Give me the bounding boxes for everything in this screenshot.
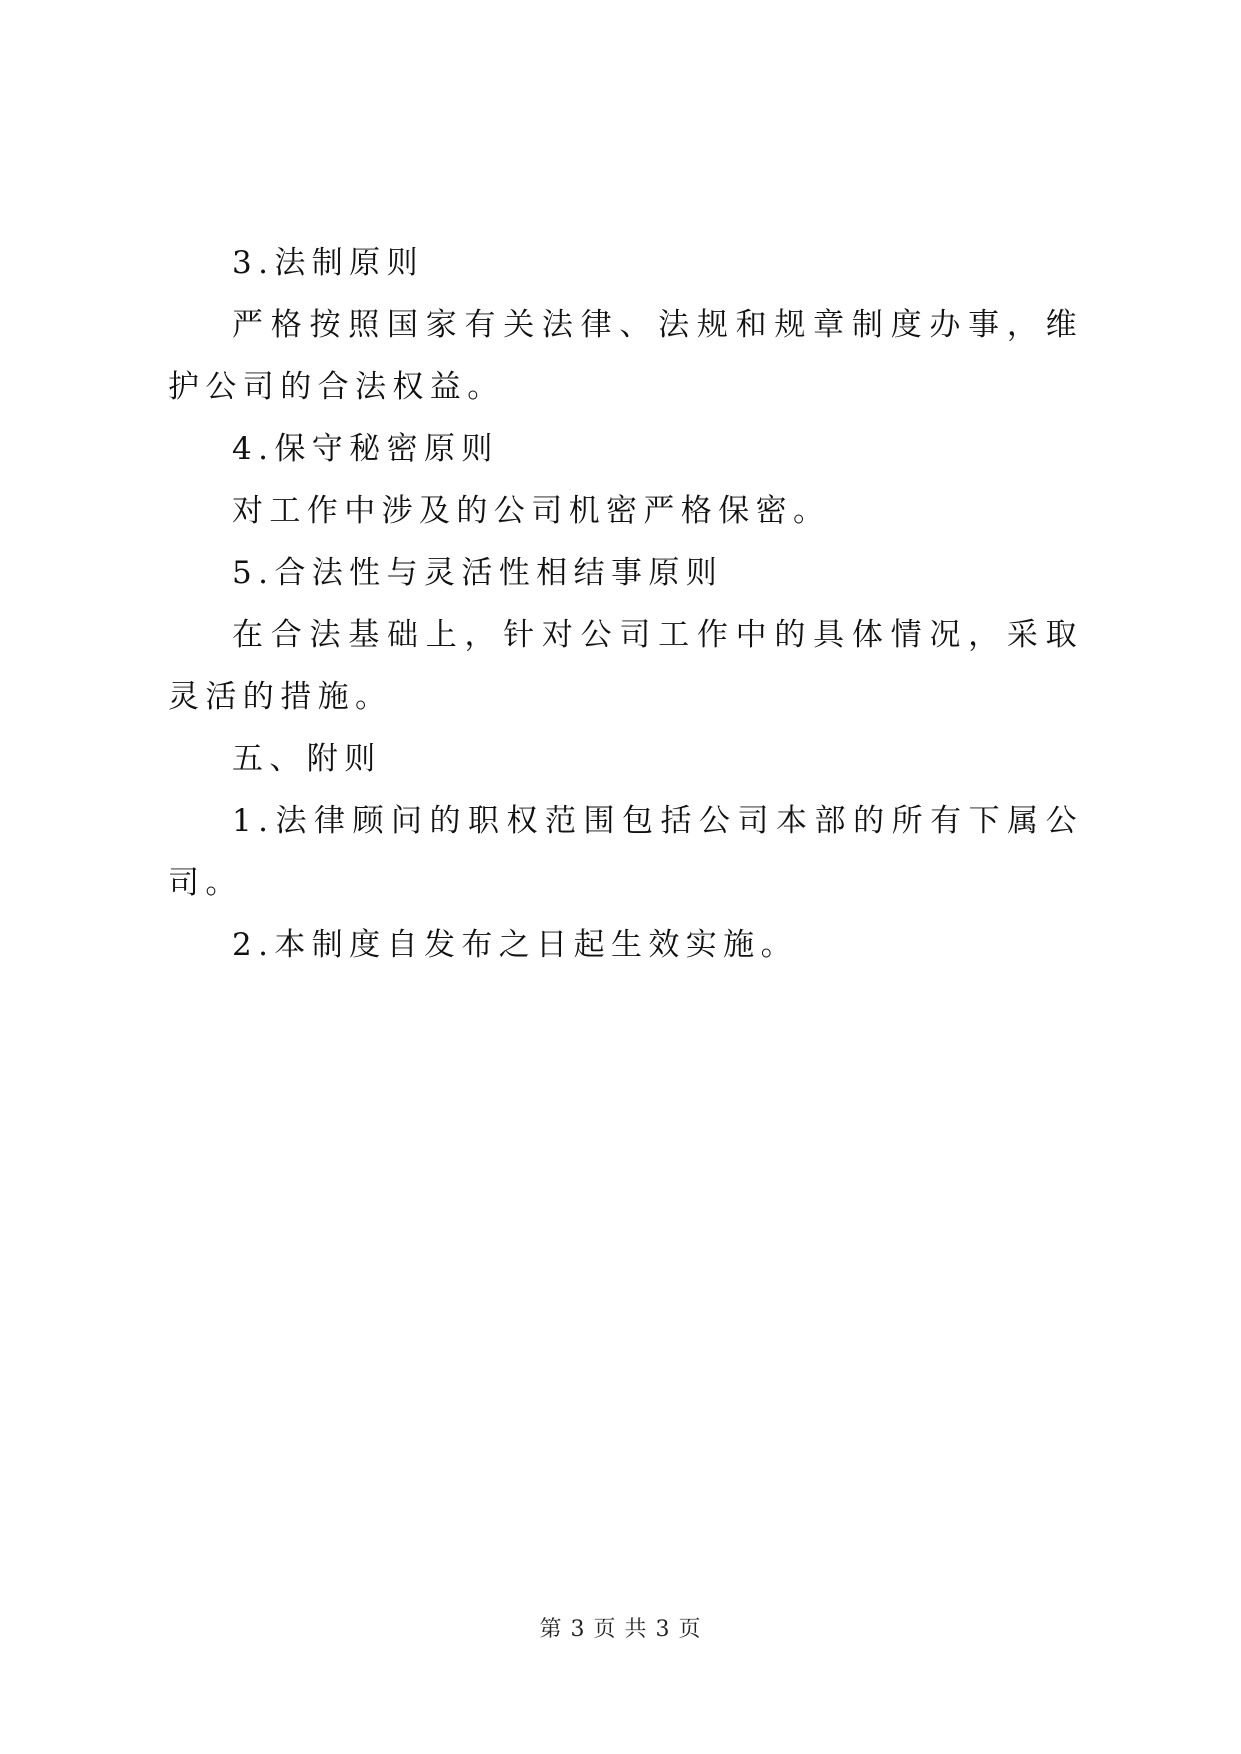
paragraph-legal-principle: 严格按照国家有关法律、法规和规章制度办事，维护公司的合法权益。 [168, 307, 1083, 405]
supplementary-item-2: 2.本制度自发布之日起生效实施。 [232, 927, 798, 963]
document-body [168, 232, 1083, 976]
paragraph-legality-flexibility-principle: 在合法基础上，针对公司工作中的具体情况，采取灵活的措施。 [168, 617, 1083, 715]
page-footer: 第 3 页 共 3 页 [539, 1617, 702, 1642]
heading-legality-flexibility-principle: 5.合法性与灵活性相结事原则 [232, 555, 724, 591]
paragraph-confidentiality-principle: 对工作中涉及的公司机密严格保密。 [232, 493, 831, 529]
heading-legal-principle: 3.法制原则 [232, 245, 424, 281]
heading-confidentiality-principle: 4.保守秘密原则 [232, 431, 499, 467]
section-heading-supplementary: 五、附则 [232, 741, 382, 777]
supplementary-item-1: 1.法律顾问的职权范围包括公司本部的所有下属公司。 [168, 803, 1083, 901]
